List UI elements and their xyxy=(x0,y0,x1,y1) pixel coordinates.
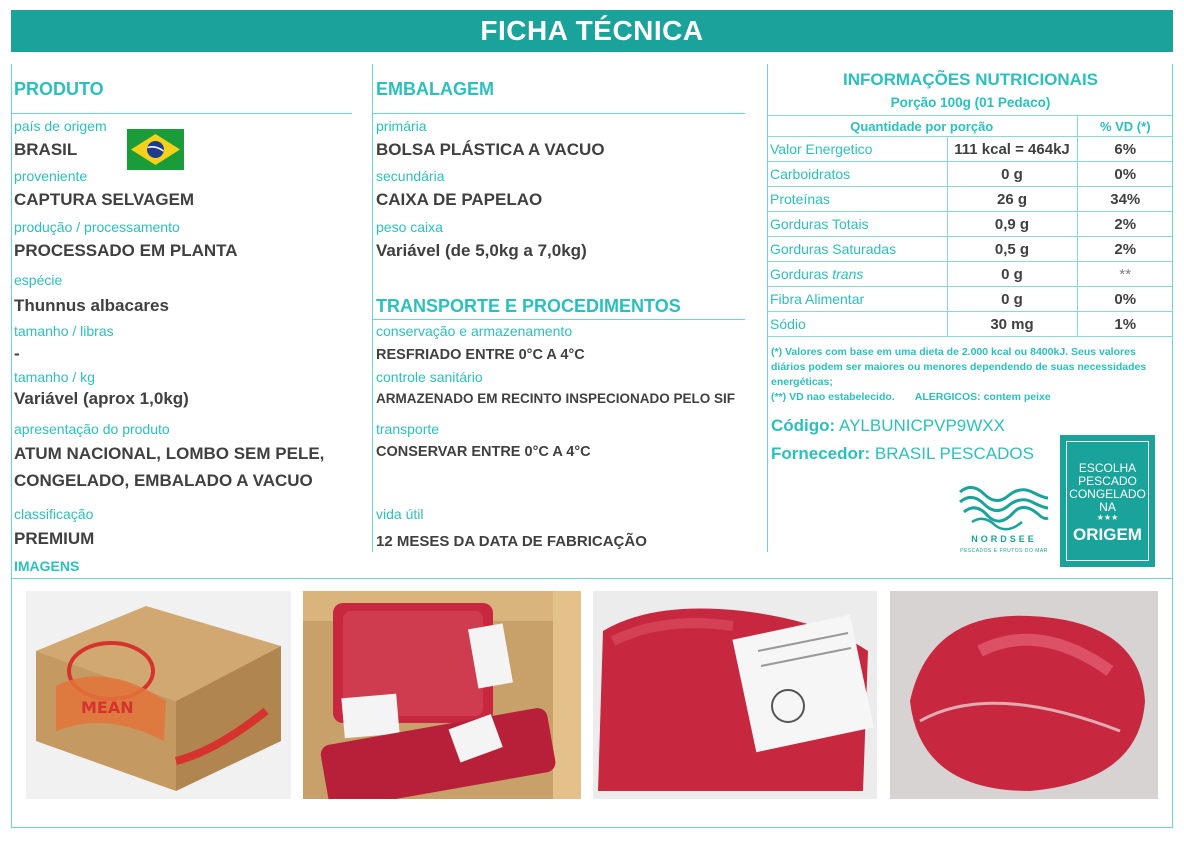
label-secundaria: secundária xyxy=(376,168,445,184)
label-primaria: primária xyxy=(376,118,427,134)
transporte-title: TRANSPORTE E PROCEDIMENTOS xyxy=(376,296,681,316)
value-secundaria: CAIXA DE PAPELAO xyxy=(376,190,543,209)
nutrient-name: Valor Energetico xyxy=(767,137,947,162)
produto-title: PRODUTO xyxy=(14,79,104,99)
nutrient-name-italic: trans xyxy=(832,266,864,282)
nutrient-vd: 6% xyxy=(1077,137,1173,162)
nutrient-name: Gorduras Totais xyxy=(767,212,947,237)
imagens-title: IMAGENS xyxy=(14,558,80,574)
nutrition-header-row xyxy=(767,116,1173,137)
value-tamanho-libras: - xyxy=(14,344,20,363)
label-apresentacao: apresentação do produto xyxy=(14,421,170,437)
nutrient-vd: 1% xyxy=(1077,312,1173,337)
nutrient-name: Fibra Alimentar xyxy=(767,287,947,312)
nutrient-qty: 0,9 g xyxy=(947,212,1077,237)
embalagem-rule xyxy=(373,113,745,114)
value-transporte: CONSERVAR ENTRE 0°C A 4°C xyxy=(376,444,591,460)
nutrient-vd: 34% xyxy=(1077,187,1173,212)
label-tamanho-libras: tamanho / libras xyxy=(14,323,114,339)
column-divider-1 xyxy=(372,64,373,552)
table-row xyxy=(767,187,1173,212)
fornecedor-label: Fornecedor: xyxy=(771,444,871,463)
value-primaria: BOLSA PLÁSTICA A VACUO xyxy=(376,140,605,159)
value-apresentacao-line2: CONGELADO, EMBALADO A VACUO xyxy=(14,471,313,490)
seal-line3: CONGELADO xyxy=(1069,487,1146,501)
seal-line1: ESCOLHA xyxy=(1078,461,1137,475)
value-producao: PROCESSADO EM PLANTA xyxy=(14,241,238,260)
fornecedor-row xyxy=(771,444,1034,464)
loin-closeup-photo xyxy=(890,591,1158,799)
value-pais-origem: BRASIL xyxy=(14,140,78,159)
fornecedor-value: BRASIL PESCADOS xyxy=(874,444,1034,463)
label-pais-origem: país de origem xyxy=(14,118,107,134)
nutrient-vd: 2% xyxy=(1077,212,1173,237)
label-especie: espécie xyxy=(14,272,63,288)
footnote-alergicos: ALERGICOS: contem peixe xyxy=(914,391,1051,403)
nutrient-vd: 2% xyxy=(1077,237,1173,262)
codigo-row xyxy=(771,416,1005,436)
brazil-flag-icon xyxy=(127,129,184,170)
label-controle-sanitario: controle sanitário xyxy=(376,369,483,385)
box-photo xyxy=(26,591,291,799)
table-row xyxy=(767,262,1173,287)
box-brand: MEAN xyxy=(81,698,134,717)
value-tamanho-kg: Variável (aprox 1,0kg) xyxy=(14,389,189,408)
col-quantidade: Quantidade por porção xyxy=(767,116,1077,137)
label-classificacao: classificação xyxy=(14,506,94,522)
footnote-dieta: (*) Valores com base em uma dieta de 2.000 kcal ou 8400kJ. Seus valores diários podem ser maiores ou menores dependendo de suas necessidades energéticas; xyxy=(771,346,1147,388)
nutrition-table xyxy=(767,115,1173,337)
seal-origem: ORIGEM xyxy=(1073,525,1142,544)
nutrient-qty: 0 g xyxy=(947,262,1077,287)
label-proveniente: proveniente xyxy=(14,168,88,184)
codigo-label: Código: xyxy=(771,416,836,435)
seal-line4: NA xyxy=(1099,500,1116,514)
nutrition-footnote xyxy=(771,345,1173,405)
table-row xyxy=(767,312,1173,337)
nutrient-name: Sódio xyxy=(767,312,947,337)
loin-package-photo xyxy=(593,591,877,799)
table-row xyxy=(767,212,1173,237)
table-row xyxy=(767,287,1173,312)
label-tamanho-kg: tamanho / kg xyxy=(14,369,95,385)
nutrient-name xyxy=(767,262,947,287)
nutrient-qty: 30 mg xyxy=(947,312,1077,337)
nordsee-tagline: PESCADOS E FRUTOS DO MAR xyxy=(960,548,1048,554)
value-especie: Thunnus albacares xyxy=(14,296,169,315)
nordsee-waves-icon xyxy=(958,482,1050,532)
nutrient-vd: 0% xyxy=(1077,162,1173,187)
value-classificacao: PREMIUM xyxy=(14,529,95,548)
nutrient-qty: 0 g xyxy=(947,162,1077,187)
produto-rule xyxy=(12,113,352,114)
nutrient-name: Gorduras Saturadas xyxy=(767,237,947,262)
nutrient-name-prefix: Gorduras xyxy=(770,266,833,282)
value-peso-caixa: Variável (de 5,0kg a 7,0kg) xyxy=(376,241,587,260)
origem-seal xyxy=(1060,435,1155,567)
nutrient-vd: ** xyxy=(1077,262,1173,287)
table-row xyxy=(767,137,1173,162)
page-title: FICHA TÉCNICA xyxy=(11,10,1173,52)
embalagem-title: EMBALAGEM xyxy=(376,79,494,99)
open-box-photo xyxy=(303,591,581,799)
seal-line2: PESCADO xyxy=(1078,474,1137,488)
nutrient-qty: 0,5 g xyxy=(947,237,1077,262)
nutrition-title: INFORMAÇÕES NUTRICIONAIS xyxy=(843,70,1098,89)
label-conservacao: conservação e armazenamento xyxy=(376,323,573,339)
nutrient-qty: 26 g xyxy=(947,187,1077,212)
nordsee-logo xyxy=(958,482,1050,560)
codigo-value: AYLBUNICPVP9WXX xyxy=(839,416,1005,435)
label-peso-caixa: peso caixa xyxy=(376,219,443,235)
value-controle-sanitario: ARMAZENADO EM RECINTO INSPECIONADO PELO SIF xyxy=(376,391,736,406)
nutrient-qty: 111 kcal = 464kJ xyxy=(947,137,1077,162)
value-proveniente: CAPTURA SELVAGEM xyxy=(14,190,195,209)
label-vida-util: vida útil xyxy=(376,506,424,522)
transporte-rule xyxy=(373,319,745,320)
images-divider xyxy=(11,578,1173,579)
table-row xyxy=(767,162,1173,187)
label-producao: produção / processamento xyxy=(14,219,180,235)
label-transporte: transporte xyxy=(376,421,440,437)
value-vida-util: 12 MESES DA DATA DE FABRICAÇÃO xyxy=(376,533,647,550)
table-row xyxy=(767,237,1173,262)
nutrient-qty: 0 g xyxy=(947,287,1077,312)
col-vd: % VD (*) xyxy=(1077,116,1173,137)
value-apresentacao-line1: ATUM NACIONAL, LOMBO SEM PELE, xyxy=(14,444,325,463)
nutrient-name: Proteínas xyxy=(767,187,947,212)
footnote-vd: (**) VD nao estabelecido. xyxy=(771,391,895,403)
value-conservacao: RESFRIADO ENTRE 0°C A 4°C xyxy=(376,347,585,363)
nutrient-vd: 0% xyxy=(1077,287,1173,312)
nordsee-name: NORDSEE xyxy=(971,534,1037,544)
seal-stars-icon: ★★★ xyxy=(1096,513,1119,522)
nutrient-name: Carboidratos xyxy=(767,162,947,187)
nutrition-serving: Porção 100g (01 Pedaco) xyxy=(890,95,1051,110)
